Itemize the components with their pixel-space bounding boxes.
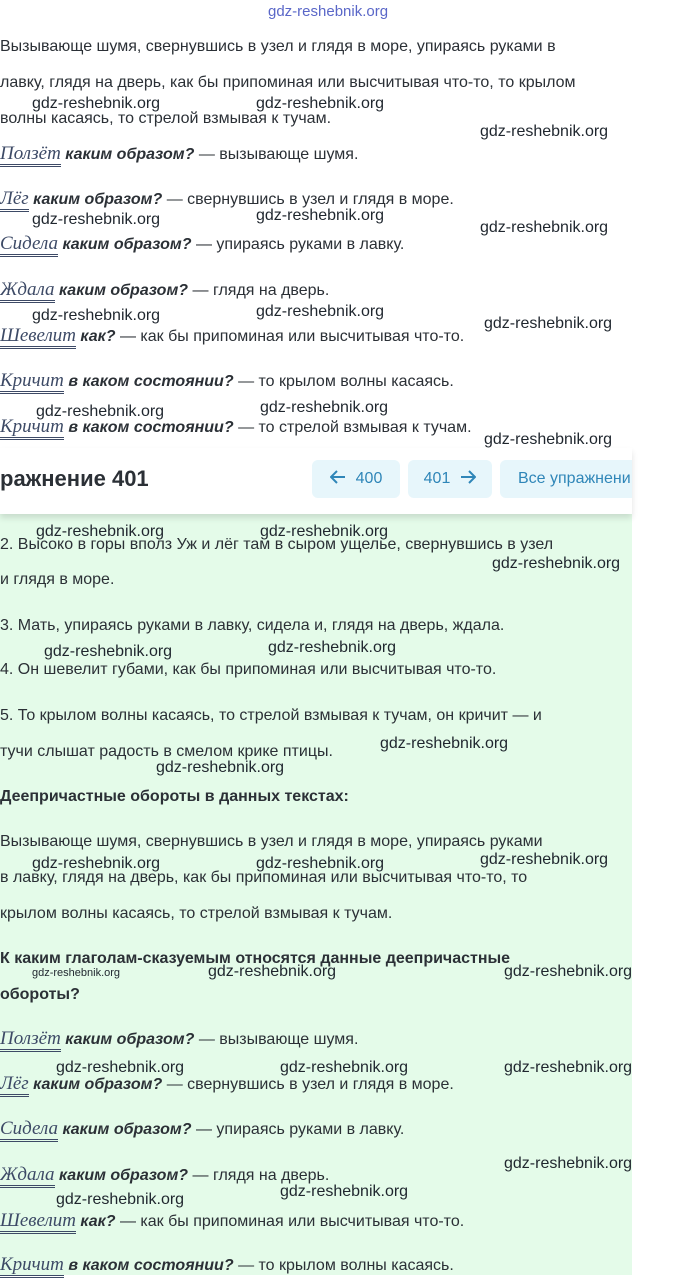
verb-word: Сидела xyxy=(0,1118,58,1142)
verb-word: Ждала xyxy=(0,279,55,303)
verb-answer: — глядя на дверь. xyxy=(192,282,330,299)
arrow-right-icon xyxy=(460,470,476,489)
verb-answer: — упираясь руками в лавку. xyxy=(195,236,405,253)
verb-question: как? xyxy=(80,328,116,345)
verb-word: Ползёт xyxy=(0,1028,61,1052)
arrow-left-icon xyxy=(330,470,346,489)
verb-word: Шевелит xyxy=(0,325,76,349)
watermark: gdz-reshebnik.org xyxy=(32,211,161,228)
next-exercise-button[interactable] xyxy=(408,460,492,498)
watermark: gdz-reshebnik.org xyxy=(208,963,337,980)
verb-word: Ждала xyxy=(0,1164,55,1188)
watermark: gdz-reshebnik.org xyxy=(32,95,161,112)
verb-row xyxy=(0,280,329,301)
watermark: gdz-reshebnik.org xyxy=(504,963,633,980)
verb-word: Кричит xyxy=(0,416,64,440)
question-heading-line-1: К каким глаголам-сказуемым относятся данные деепричастные xyxy=(0,950,511,967)
verb-word: Кричит xyxy=(0,370,64,394)
watermark: gdz-reshebnik.org xyxy=(256,855,385,872)
verb-answer: — глядя на дверь. xyxy=(192,1167,330,1184)
watermark: gdz-reshebnik.org xyxy=(480,851,609,868)
verb-answer: — как бы припоминая или высчитывая что-то. xyxy=(119,1213,465,1230)
verb-question: каким образом? xyxy=(65,146,195,163)
verb-word: Лёг xyxy=(0,188,29,212)
verb-row xyxy=(0,1029,358,1050)
watermark: gdz-reshebnik.org xyxy=(492,555,621,572)
site-watermark: gdz-reshebnik.org xyxy=(268,3,389,20)
verb-word: Шевелит xyxy=(0,1210,76,1234)
watermark: gdz-reshebnik.org xyxy=(56,1059,185,1076)
watermark: gdz-reshebnik.org xyxy=(256,207,385,224)
sentence-2-line-1: 2. Высоко в горы вполз Уж и лёг там в сыром ущелье, свернувшись в узел xyxy=(0,536,554,553)
watermark: gdz-reshebnik.org xyxy=(280,1059,409,1076)
verb-answer: — то крылом волны касаясь. xyxy=(238,373,454,390)
verb-answer: — вызывающе шумя. xyxy=(198,1031,359,1048)
verb-question: каким образом? xyxy=(59,1167,189,1184)
watermark: gdz-reshebnik.org xyxy=(256,95,385,112)
participle-line-3: крылом волны касаясь, то стрелой взмывая к тучам. xyxy=(0,905,393,922)
verb-row xyxy=(0,371,454,392)
verb-question: каким образом? xyxy=(33,1076,163,1093)
verb-question: каким образом? xyxy=(33,191,163,208)
verb-row xyxy=(0,1119,404,1140)
watermark: gdz-reshebnik.org xyxy=(156,759,285,776)
verb-row xyxy=(0,234,404,255)
summary-line-3: волны касаясь, то стрелой взмывая к тучам. xyxy=(0,110,332,127)
verb-row xyxy=(0,189,454,210)
watermark: gdz-reshebnik.org xyxy=(480,123,609,140)
prev-exercise-label: 400 xyxy=(355,470,383,487)
watermark: gdz-reshebnik.org xyxy=(36,403,165,420)
watermark: gdz-reshebnik.org xyxy=(36,523,165,540)
sentence-2-line-2: и глядя в море. xyxy=(0,571,115,588)
watermark: gdz-reshebnik.org xyxy=(260,399,389,416)
verb-word: Лёг xyxy=(0,1073,29,1097)
sentence-3: 3. Мать, упираясь руками в лавку, сидела и, глядя на дверь, ждала. xyxy=(0,617,505,634)
verb-row xyxy=(0,1255,454,1276)
exercise-title: ражнение 401 xyxy=(0,466,149,491)
verb-question: каким образом? xyxy=(62,1121,192,1138)
verb-question: в каком состоянии? xyxy=(68,373,234,390)
verb-answer: — свернувшись в узел и глядя в море. xyxy=(166,191,454,208)
section-heading: Деепричастные обороты в данных текстах: xyxy=(0,788,349,805)
verb-row xyxy=(0,1074,454,1095)
verb-row xyxy=(0,144,358,165)
participle-line-1: Вызывающе шумя, свернувшись в узел и глядя в море, упираясь руками xyxy=(0,833,543,850)
watermark: gdz-reshebnik.org xyxy=(504,1155,633,1172)
watermark: gdz-reshebnik.org xyxy=(56,1191,185,1208)
watermark: gdz-reshebnik.org xyxy=(268,639,397,656)
watermark: gdz-reshebnik.org xyxy=(32,307,161,324)
participle-line-2: в лавку, глядя на дверь, как бы припоминая или высчитывая что-то, то xyxy=(0,869,528,886)
summary-line-2: лавку, глядя на дверь, как бы припоминая или высчитывая что-то, то крылом xyxy=(0,74,576,91)
verb-row xyxy=(0,326,464,347)
watermark: gdz-reshebnik.org xyxy=(260,523,389,540)
next-exercise-label: 401 xyxy=(423,470,451,487)
watermark: gdz-reshebnik.org xyxy=(32,855,161,872)
verb-question: в каком состоянии? xyxy=(68,419,234,436)
watermark: gdz-reshebnik.org xyxy=(44,643,173,660)
sentence-5-line-2: тучи слышат радость в смелом крике птицы. xyxy=(0,743,333,760)
watermark: gdz-reshebnik.org xyxy=(32,967,121,979)
watermark: gdz-reshebnik.org xyxy=(256,303,385,320)
question-heading-line-2: обороты? xyxy=(0,986,80,1003)
verb-answer: — как бы припоминая или высчитывая что-то. xyxy=(119,328,465,345)
watermark: gdz-reshebnik.org xyxy=(480,219,609,236)
verb-answer: — упираясь руками в лавку. xyxy=(195,1121,405,1138)
watermark: gdz-reshebnik.org xyxy=(484,315,613,332)
watermark: gdz-reshebnik.org xyxy=(504,1059,633,1076)
verb-answer: — вызывающе шумя. xyxy=(198,146,359,163)
verb-question: в каком состоянии? xyxy=(68,1257,234,1274)
prev-exercise-button[interactable] xyxy=(312,460,400,498)
verb-answer: — свернувшись в узел и глядя в море. xyxy=(166,1076,454,1093)
sentence-4: 4. Он шевелит губами, как бы припоминая или высчитывая что-то. xyxy=(0,661,497,678)
all-exercises-button[interactable] xyxy=(500,460,632,498)
all-exercises-label: Все упражнени xyxy=(518,470,631,487)
verb-question: каким образом? xyxy=(62,236,192,253)
verb-row xyxy=(0,1211,464,1232)
verb-word: Кричит xyxy=(0,1254,64,1278)
watermark: gdz-reshebnik.org xyxy=(280,1183,409,1200)
verb-question: как? xyxy=(80,1213,116,1230)
verb-word: Ползёт xyxy=(0,143,61,167)
watermark: gdz-reshebnik.org xyxy=(380,735,509,752)
summary-line-1: Вызывающе шумя, свернувшись в узел и глядя в море, упираясь руками в xyxy=(0,38,556,55)
sentence-5-line-1: 5. То крылом волны касаясь, то стрелой взмывая к тучам, он кричит — и xyxy=(0,707,542,724)
verb-question: каким образом? xyxy=(65,1031,195,1048)
verb-word: Сидела xyxy=(0,233,58,257)
verb-question: каким образом? xyxy=(59,282,189,299)
watermark: gdz-reshebnik.org xyxy=(484,431,613,448)
verb-answer: — то крылом волны касаясь. xyxy=(238,1257,454,1274)
verb-answer: — то стрелой взмывая к тучам. xyxy=(238,419,472,436)
